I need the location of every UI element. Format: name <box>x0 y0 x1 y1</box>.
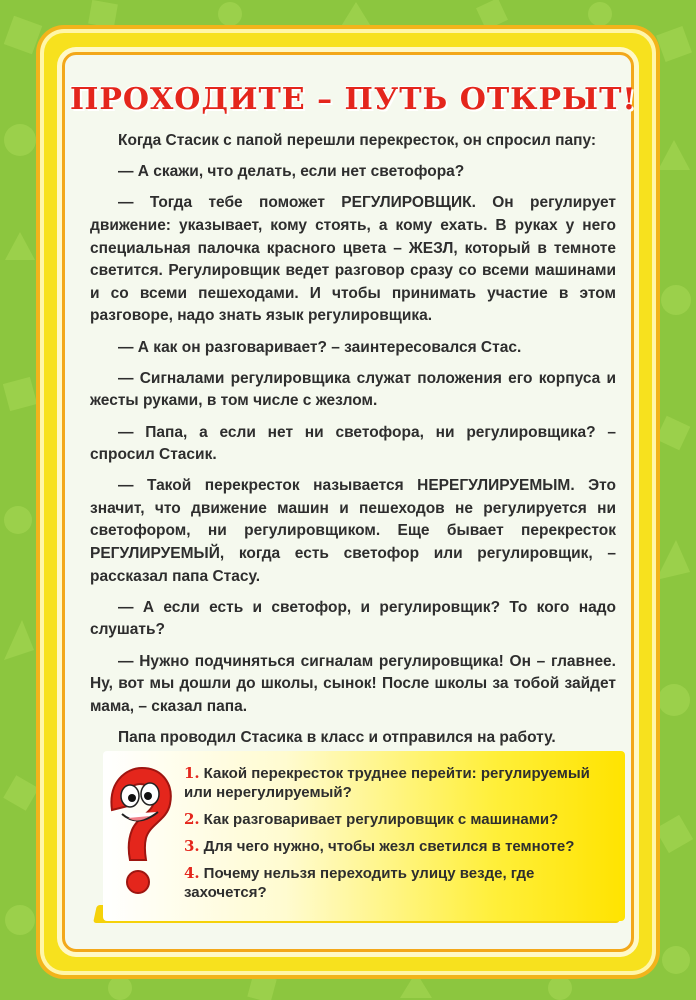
story-paragraph: — А если есть и светофор, и регулировщик? То кого надо слушать? <box>90 598 616 639</box>
question-number: 3. <box>184 837 200 855</box>
story-paragraph: — А как он разговаривает? – заинтересовался Стас. <box>118 338 522 356</box>
story-paragraph: — Тогда тебе поможет РЕГУЛИРОВЩИК. Он регулирует движение: указывает, кому стоять, а кому ехать. В руках у него специальная палочка красного цвета – ЖЕЗЛ, который в темноте светится. Регулировщик ведет разговор сразу со всеми машинами и со всеми пешеходами. И чтобы принимать участие в этом разговоре, надо знать язык регулировщика. <box>90 194 616 325</box>
story-paragraph: Когда Стасик с папой перешли перекресток, он спросил папу: <box>118 132 597 149</box>
question-item <box>184 837 620 856</box>
story-text <box>90 130 616 758</box>
story-paragraph: — Такой перекресток называется НЕРЕГУЛИРУЕМЫМ. Это значит, что движение машин и пешеходов не регулируется ни светофором, ни регулировщиком. Еще бывает перекресток РЕГУЛИРУЕМЫЙ, когда есть светофор или регулировщик, – рассказал папа Стасу. <box>90 477 616 585</box>
question-text: Для чего нужно, чтобы жезл светился в темноте? <box>203 838 575 855</box>
question-text: Как разговаривает регулировщик с машинами? <box>203 811 559 828</box>
question-number: 1. <box>184 764 200 782</box>
question-text: Почему нельзя переходить улицу везде, где захочется? <box>184 865 535 901</box>
story-paragraph: — Сигналами регулировщика служат положения его корпуса и жесты руками, в том числе с жезлом. <box>90 369 616 410</box>
question-item <box>184 764 620 802</box>
question-text: Какой перекресток труднее перейти: регулируемый или нерегулируемый? <box>184 765 590 801</box>
poster-title: ПРОХОДИТЕ – ПУТЬ ОТКРЫТ! <box>70 82 637 117</box>
question-item <box>184 864 620 902</box>
question-item <box>184 810 620 829</box>
question-number: 2. <box>184 810 200 828</box>
story-paragraph: — Нужно подчиняться сигналам регулировщика! Он – главнее. Ну, вот мы дошли до школы, сынок! После школы за тобой зайдет мама, – сказал папа. <box>90 652 616 715</box>
story-paragraph: — А скажи, что делать, если нет светофора? <box>118 163 465 181</box>
question-number: 4. <box>184 864 200 882</box>
story-paragraph: — Папа, а если нет ни светофора, ни регулировщика? – спросил Стасик. <box>90 423 616 464</box>
story-paragraph: Папа проводил Стасика в класс и отправился на работу. <box>118 729 556 746</box>
question-mark-character-icon <box>98 762 178 902</box>
questions-list <box>184 764 620 910</box>
